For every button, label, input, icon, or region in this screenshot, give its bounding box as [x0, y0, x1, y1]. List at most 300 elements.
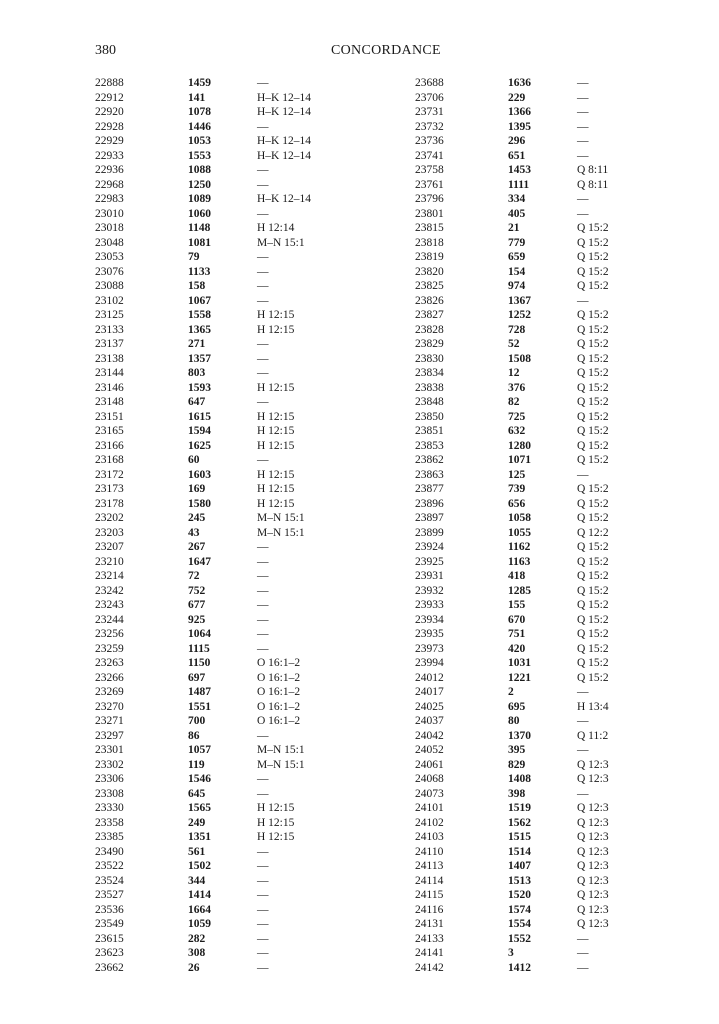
cross-reference: O 16:1–2: [257, 686, 301, 698]
cross-reference: —: [257, 860, 269, 872]
entry-number: 23269: [95, 686, 124, 698]
cross-reference: —: [577, 744, 589, 756]
catalogue-number: 1133: [188, 265, 211, 278]
entry-number: 23256: [95, 628, 124, 640]
catalogue-number: 1366: [508, 106, 531, 118]
entry-number: 23830: [415, 352, 444, 365]
cross-reference: Q 15:2: [577, 584, 609, 597]
catalogue-number: 1280: [508, 439, 531, 452]
entry-number: 23848: [415, 396, 444, 408]
catalogue-number: 344: [188, 874, 206, 887]
cross-reference: Q 15:2: [577, 613, 609, 626]
entry-number: 22888: [95, 77, 124, 89]
catalogue-number: 1071: [508, 454, 531, 466]
cross-reference: Q 15:2: [577, 555, 609, 568]
catalogue-number: 1351: [188, 831, 211, 843]
entry-number: 24133: [415, 932, 444, 945]
cross-reference: H 12:15: [257, 309, 295, 321]
cross-reference: Q 12:3: [577, 845, 609, 858]
entry-number: 23490: [95, 845, 124, 858]
cross-reference: H–K 12–14: [257, 106, 311, 118]
catalogue-number: 1395: [508, 120, 531, 133]
catalogue-number: 3: [508, 947, 514, 959]
catalogue-number: 405: [508, 207, 526, 220]
cross-reference: H 12:15: [257, 381, 295, 394]
entry-number: 24012: [415, 671, 444, 684]
catalogue-number: 420: [508, 642, 526, 655]
entry-number: 23931: [415, 570, 444, 582]
entry-number: 23838: [415, 381, 444, 394]
cross-reference: H 12:15: [257, 802, 295, 814]
catalogue-number: 1081: [188, 236, 211, 249]
catalogue-number: 1367: [508, 294, 531, 307]
catalogue-number: 1546: [188, 773, 211, 785]
entry-number: 23877: [415, 483, 444, 495]
catalogue-number: 974: [508, 280, 526, 292]
entry-number: 24115: [415, 889, 444, 901]
cross-reference: Q 15:2: [577, 396, 609, 408]
entry-number: 23897: [415, 512, 444, 524]
entry-number: 23172: [95, 468, 124, 481]
catalogue-number: 1163: [508, 555, 531, 568]
catalogue-number: 1515: [508, 831, 531, 843]
entry-number: 23168: [95, 454, 124, 466]
entry-number: 24116: [415, 903, 444, 916]
cross-reference: Q 15:2: [577, 251, 609, 263]
catalogue-number: 1055: [508, 526, 531, 539]
cross-reference: M–N 15:1: [257, 236, 305, 249]
entry-number: 23851: [415, 425, 444, 437]
cross-reference: —: [257, 613, 269, 626]
entry-number: 23125: [95, 309, 124, 321]
cross-reference: —: [257, 845, 269, 858]
catalogue-number: 659: [508, 251, 526, 263]
catalogue-number: 1615: [188, 410, 211, 423]
cross-reference: —: [257, 932, 269, 945]
entry-number: 23308: [95, 787, 124, 800]
entry-number: 23933: [415, 599, 444, 611]
catalogue-number: 779: [508, 236, 526, 249]
cross-reference: Q 12:3: [577, 802, 609, 814]
catalogue-number: 656: [508, 497, 526, 510]
cross-reference: —: [257, 729, 269, 742]
catalogue-number: 1603: [188, 468, 211, 481]
cross-reference: —: [577, 294, 589, 307]
catalogue-number: 1365: [188, 323, 211, 336]
cross-reference: H–K 12–14: [257, 149, 311, 162]
catalogue-number: 1089: [188, 193, 211, 205]
cross-reference: —: [257, 120, 269, 133]
entry-number: 24068: [415, 773, 444, 785]
entry-number: 23358: [95, 816, 124, 829]
entry-number: 23242: [95, 584, 124, 597]
cross-reference: Q 15:2: [577, 657, 609, 669]
cross-reference: Q 15:2: [577, 410, 609, 423]
entry-number: 22983: [95, 193, 124, 205]
entry-number: 23853: [415, 439, 444, 452]
entry-number: 23736: [415, 135, 444, 147]
cross-reference: H 12:15: [257, 323, 295, 336]
catalogue-number: 925: [188, 613, 206, 626]
entry-number: 23263: [95, 657, 124, 669]
entry-number: 22929: [95, 135, 124, 147]
cross-reference: —: [257, 454, 269, 466]
catalogue-number: 43: [188, 526, 200, 539]
cross-reference: Q 12:3: [577, 918, 609, 930]
cross-reference: H 12:15: [257, 425, 295, 437]
catalogue-number: 1513: [508, 874, 531, 887]
cross-reference: Q 8:11: [577, 164, 609, 176]
cross-reference: —: [577, 135, 589, 147]
cross-reference: —: [257, 773, 269, 785]
catalogue-number: 21: [508, 222, 520, 234]
catalogue-number: 752: [188, 584, 206, 597]
catalogue-number: 1407: [508, 860, 531, 872]
entry-number: 23146: [95, 381, 124, 394]
catalogue-number: 1520: [508, 889, 531, 901]
catalogue-number: 308: [188, 947, 206, 959]
cross-reference: H 12:15: [257, 468, 295, 481]
entry-number: 23932: [415, 584, 444, 597]
entry-number: 22968: [95, 178, 124, 191]
entry-number: 23829: [415, 338, 444, 350]
entry-number: 23243: [95, 599, 124, 611]
catalogue-number: 1459: [188, 77, 211, 89]
entry-number: 23166: [95, 439, 124, 452]
entry-number: 23761: [415, 178, 444, 191]
entry-number: 23820: [415, 265, 444, 278]
catalogue-number: 398: [508, 787, 526, 800]
entry-number: 24101: [415, 802, 444, 814]
entry-number: 23827: [415, 309, 444, 321]
catalogue-number: 125: [508, 468, 526, 481]
cross-reference: Q 15:2: [577, 381, 609, 394]
cross-reference: —: [257, 164, 269, 176]
cross-reference: —: [257, 280, 269, 292]
cross-reference: Q 12:3: [577, 831, 609, 843]
cross-reference: M–N 15:1: [257, 758, 305, 771]
catalogue-number: 829: [508, 758, 526, 771]
catalogue-number: 334: [508, 193, 526, 205]
entry-number: 23524: [95, 874, 124, 887]
entry-number: 23925: [415, 555, 444, 568]
catalogue-number: 79: [188, 251, 200, 263]
cross-reference: Q 11:2: [577, 729, 609, 742]
entry-number: 24052: [415, 744, 444, 756]
entry-number: 23018: [95, 222, 124, 234]
cross-reference: Q 15:2: [577, 671, 609, 684]
entry-number: 23731: [415, 106, 444, 118]
cross-reference: Q 15:2: [577, 454, 609, 466]
catalogue-number: 1115: [188, 642, 210, 655]
entry-number: 24110: [415, 845, 444, 858]
catalogue-number: 1558: [188, 309, 211, 321]
entry-number: 23173: [95, 483, 124, 495]
catalogue-number: 1647: [188, 555, 211, 568]
catalogue-number: 52: [508, 338, 520, 350]
cross-reference: —: [257, 178, 269, 191]
catalogue-number: 670: [508, 613, 526, 626]
cross-reference: Q 15:2: [577, 265, 609, 278]
entry-number: 23088: [95, 280, 124, 292]
catalogue-number: 1357: [188, 352, 211, 365]
entry-number: 23834: [415, 367, 444, 379]
catalogue-number: 695: [508, 700, 526, 713]
running-head: CONCORDANCE: [331, 43, 441, 58]
cross-reference: —: [577, 686, 589, 698]
cross-reference: —: [257, 294, 269, 307]
cross-reference: —: [577, 106, 589, 118]
entry-number: 23801: [415, 207, 444, 220]
entry-number: 23137: [95, 338, 124, 350]
catalogue-number: 1552: [508, 932, 531, 945]
entry-number: 23796: [415, 193, 444, 205]
cross-reference: —: [257, 947, 269, 959]
catalogue-number: 82: [508, 396, 520, 408]
cross-reference: —: [577, 932, 589, 945]
catalogue-number: 645: [188, 787, 206, 800]
catalogue-number: 751: [508, 628, 526, 640]
cross-reference: H–K 12–14: [257, 91, 311, 104]
catalogue-number: 1060: [188, 207, 211, 220]
entry-number: 23615: [95, 932, 124, 945]
cross-reference: —: [257, 77, 269, 89]
catalogue-number: 1508: [508, 352, 531, 365]
cross-reference: O 16:1–2: [257, 715, 301, 727]
entry-number: 24037: [415, 715, 444, 727]
cross-reference: —: [257, 642, 269, 655]
cross-reference: —: [257, 541, 269, 553]
entry-number: 23385: [95, 831, 124, 843]
cross-reference: Q 12:3: [577, 903, 609, 916]
catalogue-number: 1664: [188, 903, 211, 916]
entry-number: 23818: [415, 236, 444, 249]
cross-reference: H 12:15: [257, 410, 295, 423]
cross-reference: Q 12:3: [577, 889, 609, 901]
cross-reference: Q 15:2: [577, 338, 609, 350]
entry-number: 23048: [95, 236, 124, 249]
catalogue-number: 1519: [508, 802, 531, 814]
entry-number: 23210: [95, 555, 124, 568]
entry-number: 24131: [415, 918, 444, 930]
cross-reference: —: [577, 77, 589, 89]
cross-reference: Q 15:2: [577, 222, 609, 234]
cross-reference: H 12:15: [257, 497, 295, 510]
cross-reference: H–K 12–14: [257, 193, 311, 205]
cross-reference: —: [257, 338, 269, 350]
cross-reference: —: [257, 903, 269, 916]
cross-reference: —: [577, 947, 589, 959]
catalogue-number: 1446: [188, 120, 211, 133]
catalogue-number: 697: [188, 671, 206, 684]
cross-reference: —: [577, 120, 589, 133]
catalogue-number: 296: [508, 135, 526, 147]
entry-number: 23662: [95, 961, 124, 974]
cross-reference: —: [577, 91, 589, 104]
catalogue-number: 677: [188, 599, 206, 611]
catalogue-number: 1514: [508, 845, 531, 858]
entry-number: 24142: [415, 961, 444, 974]
cross-reference: H 12:15: [257, 483, 295, 495]
catalogue-number: 725: [508, 410, 526, 423]
cross-reference: —: [257, 352, 269, 365]
entry-number: 23935: [415, 628, 444, 640]
cross-reference: —: [577, 961, 589, 974]
catalogue-number: 12: [508, 367, 520, 379]
entry-number: 23899: [415, 526, 444, 539]
entry-number: 23536: [95, 903, 124, 916]
entry-number: 23010: [95, 207, 124, 220]
catalogue-number: 1414: [188, 889, 211, 901]
cross-reference: Q 15:2: [577, 512, 609, 524]
entry-number: 23144: [95, 367, 124, 379]
catalogue-number: 155: [508, 599, 526, 611]
cross-reference: O 16:1–2: [257, 700, 301, 713]
catalogue-number: 1574: [508, 903, 531, 916]
catalogue-number: 1064: [188, 628, 211, 640]
catalogue-number: 1554: [508, 918, 531, 930]
catalogue-number: 739: [508, 483, 526, 495]
catalogue-number: 395: [508, 744, 526, 756]
entry-number: 24102: [415, 816, 444, 829]
cross-reference: —: [257, 265, 269, 278]
catalogue-number: 141: [188, 91, 206, 104]
entry-number: 23828: [415, 323, 444, 336]
cross-reference: —: [257, 889, 269, 901]
entry-number: 23102: [95, 294, 124, 307]
entry-number: 23815: [415, 222, 444, 234]
catalogue-number: 1408: [508, 773, 531, 785]
cross-reference: Q 12:3: [577, 773, 609, 785]
catalogue-number: 728: [508, 323, 526, 336]
catalogue-number: 282: [188, 932, 206, 945]
entry-number: 23863: [415, 468, 444, 481]
catalogue-number: 86: [188, 729, 200, 742]
catalogue-number: 229: [508, 91, 526, 104]
entry-number: 24061: [415, 758, 444, 771]
cross-reference: H–K 12–14: [257, 135, 311, 147]
catalogue-number: 26: [188, 961, 200, 974]
cross-reference: Q 15:2: [577, 483, 609, 495]
catalogue-number: 1565: [188, 802, 211, 814]
cross-reference: —: [257, 251, 269, 263]
entry-number: 23623: [95, 947, 124, 959]
cross-reference: —: [577, 468, 589, 481]
entry-number: 23934: [415, 613, 444, 626]
catalogue-number: 1250: [188, 178, 211, 191]
catalogue-number: 1111: [508, 178, 530, 191]
catalogue-number: 632: [508, 425, 526, 437]
catalogue-number: 561: [188, 845, 206, 858]
entry-number: 23825: [415, 280, 444, 292]
cross-reference: H 13:4: [577, 700, 609, 713]
cross-reference: Q 12:3: [577, 758, 609, 771]
entry-number: 23741: [415, 149, 444, 162]
catalogue-number: 60: [188, 454, 200, 466]
entry-number: 23207: [95, 541, 124, 553]
cross-reference: Q 15:2: [577, 541, 609, 553]
entry-number: 23924: [415, 541, 444, 553]
entry-number: 22912: [95, 91, 124, 104]
cross-reference: —: [257, 628, 269, 640]
entry-number: 23053: [95, 251, 124, 263]
catalogue-number: 80: [508, 715, 520, 727]
catalogue-number: 1551: [188, 700, 211, 713]
entry-number: 23203: [95, 526, 124, 539]
cross-reference: Q 15:2: [577, 497, 609, 510]
catalogue-number: 1058: [508, 512, 531, 524]
catalogue-number: 1088: [188, 164, 211, 176]
entry-number: 24025: [415, 700, 444, 713]
catalogue-number: 267: [188, 541, 206, 553]
entry-number: 23202: [95, 512, 124, 524]
cross-reference: —: [257, 207, 269, 220]
entry-number: 23330: [95, 802, 124, 814]
entry-number: 23266: [95, 671, 124, 684]
catalogue-number: 245: [188, 512, 206, 524]
cross-reference: —: [577, 193, 589, 205]
entry-number: 23826: [415, 294, 444, 307]
catalogue-number: 418: [508, 570, 526, 582]
entry-number: 23270: [95, 700, 124, 713]
cross-reference: Q 15:2: [577, 352, 609, 365]
entry-number: 23862: [415, 454, 444, 466]
cross-reference: H 12:14: [257, 222, 295, 234]
cross-reference: O 16:1–2: [257, 671, 301, 684]
cross-reference: Q 15:2: [577, 628, 609, 640]
cross-reference: Q 15:2: [577, 425, 609, 437]
cross-reference: Q 15:2: [577, 599, 609, 611]
catalogue-number: 2: [508, 686, 514, 698]
cross-reference: H 12:15: [257, 831, 295, 843]
entry-number: 23973: [415, 642, 444, 655]
entry-number: 24103: [415, 831, 444, 843]
cross-reference: —: [257, 396, 269, 408]
catalogue-number: 1502: [188, 860, 211, 872]
entry-number: 23302: [95, 758, 124, 771]
entry-number: 23301: [95, 744, 124, 756]
entry-number: 22928: [95, 120, 124, 133]
cross-reference: Q 15:2: [577, 323, 609, 336]
catalogue-number: 1148: [188, 222, 211, 234]
catalogue-number: 1553: [188, 149, 211, 162]
entry-number: 23688: [415, 77, 444, 89]
catalogue-number: 700: [188, 715, 206, 727]
cross-reference: Q 15:2: [577, 570, 609, 582]
catalogue-number: 1487: [188, 686, 211, 698]
cross-reference: Q 12:2: [577, 526, 609, 539]
entry-number: 23850: [415, 410, 444, 423]
entry-number: 24141: [415, 947, 444, 959]
entry-number: 24113: [415, 860, 444, 872]
cross-reference: M–N 15:1: [257, 512, 305, 524]
catalogue-number: 376: [508, 381, 526, 394]
cross-reference: —: [257, 918, 269, 930]
catalogue-number: 1150: [188, 657, 211, 669]
catalogue-number: 1285: [508, 584, 531, 597]
entry-number: 24114: [415, 874, 444, 887]
cross-reference: —: [257, 367, 269, 379]
catalogue-number: 158: [188, 280, 206, 292]
entry-number: 24073: [415, 787, 444, 800]
catalogue-number: 1252: [508, 309, 531, 321]
catalogue-number: 1031: [508, 657, 531, 669]
entry-number: 22920: [95, 106, 124, 118]
catalogue-number: 271: [188, 338, 206, 350]
entry-number: 23522: [95, 860, 124, 872]
cross-reference: —: [257, 570, 269, 582]
entry-number: 23896: [415, 497, 444, 510]
